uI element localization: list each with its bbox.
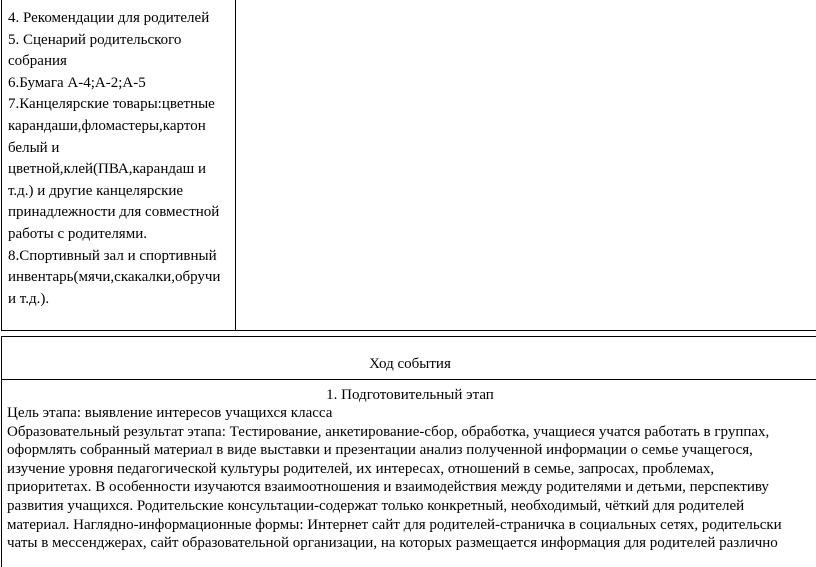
- resource-line: 4. Рекомендации для родителей: [8, 10, 210, 26]
- text-line: Образовательный результат этапа: Тестирование, анкетирование-сбор, обработка, учащиеся учатся работать в группах,: [7, 423, 770, 440]
- text-line: развития учащихся. Родительские консультации-содержат только конкретный, необходимый, чёткий для родителей: [7, 497, 745, 514]
- resource-line: 8.Спортивный зал и спортивный: [8, 247, 217, 264]
- event-title: Ход события: [369, 356, 451, 372]
- resource-line: принадлежности для совместной: [8, 204, 220, 221]
- event-section: [1, 336, 816, 567]
- stage-title: 1. Подготовительный этап: [326, 387, 494, 403]
- resource-line: 6.Бумага А-4;А-2;А-5: [8, 74, 146, 91]
- resource-line: 5. Сценарий родительского: [8, 31, 182, 48]
- text-line: оформлять собранный материал в виде выставки и презентации анализ полученной информации о семье учащегося,: [7, 442, 753, 459]
- resource-line: 7.Канцелярские товары:цветные: [8, 96, 215, 113]
- text-line: изучение уровня педагогической культуры родителей, их интересах, отношений в семье, запросах, проблемах,: [7, 460, 715, 477]
- resource-line: карандаши,фломастеры,картон: [8, 117, 206, 134]
- resource-line: и т.д.).: [8, 290, 50, 307]
- text-line: приоритетах. В особенности изучаются взаимоотношения и взаимодействия между родителями и детьми, перспективу: [7, 479, 769, 496]
- resource-line: белый и: [8, 139, 60, 156]
- resources-cell: [8, 8, 234, 310]
- resource-line: инвентарь(мячи,скакалки,обручи: [8, 269, 221, 286]
- resource-line: собрания: [8, 53, 67, 70]
- section-divider: [2, 379, 816, 380]
- resource-line: цветной,клей(ПВА,карандаш и: [8, 161, 206, 178]
- text-line: чаты в мессенджерах, сайт образовательной организации, на которых размещается информация для родителей различно: [7, 535, 778, 552]
- resource-line: т.д.) и другие канцелярские: [8, 182, 184, 199]
- stage-description: [7, 404, 816, 553]
- resources-table: [1, 0, 816, 331]
- column-divider: [235, 0, 236, 330]
- text-line: материал. Наглядно-информационные формы: Интернет сайт для родителей-страничка в социальных сетях, родительски: [7, 516, 782, 533]
- resource-line: работы с родителями.: [8, 225, 147, 242]
- text-line: Цель этапа: выявление интересов учащихся класса: [7, 405, 333, 421]
